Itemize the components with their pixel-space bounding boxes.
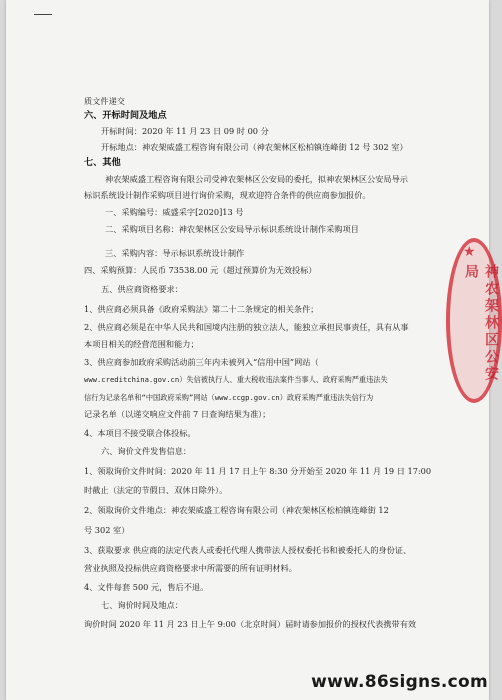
text-line: 五、供应商资格要求： [101, 284, 183, 294]
text-line: 2、领取询价文件地点：神农架威盛工程咨询有限公司（神农架林区松柏镇连峰街 12 [84, 505, 389, 515]
text-line: 六、询价文件发售信息： [101, 446, 192, 456]
text-line: 开标时间：2020 年 11 月 23 日 09 时 00 分 [101, 126, 269, 136]
text-line: 一、采购编号：威盛采字[2020]13 号 [105, 207, 244, 217]
text-line: 本项目相关的经营范围和能力； [84, 339, 199, 349]
text-line: 询价时间 2020 年 11 月 23 日上午 9:00（北京时间）届时请参加报价的授权代表携带有效 [84, 619, 417, 629]
text-line: 标识系统设计制作采购项目进行询价采购，现欢迎符合条件的供应商参加报价。 [84, 190, 371, 200]
top-rule [34, 14, 52, 15]
text-line: 4、本项目不接受联合体投标。 [84, 428, 196, 438]
text-line: 号 302 室） [84, 525, 130, 535]
text-line: 开标地点：神农架威盛工程咨询有限公司（神农架林区松柏镇连峰街 12 号 302 室） [101, 142, 408, 152]
text-line: 1、供应商必须具备《政府采购法》第二十二条规定的相关条件； [84, 304, 319, 314]
document-page [6, 0, 489, 700]
text-line: www.creditchina.gov.cn）失信被执行人、重大税收违法案件当事人、政府采购严重违法失 [84, 375, 388, 384]
section-heading: 七、其他 [84, 157, 121, 168]
text-line: 神农架威盛工程咨询有限公司受神农架林区公安局的委托，拟神农架林区公安局导示 [105, 174, 408, 184]
text-line: 营业执照及投标供应商资格要求中所需要的所有证明材料。 [84, 563, 297, 573]
text-line: 3、供应商参加政府采购活动前三年内未被列入“信用中国”网站（ [84, 357, 319, 367]
text-line: 4、文件每套 500 元，售后不退。 [84, 582, 209, 592]
site-watermark: www.86signs.com [311, 672, 488, 692]
text-line: 四、采购预算：人民币 73538.00 元（超过预算价为无效投标） [84, 265, 317, 275]
seal-star-icon: ★ [463, 244, 476, 260]
text-line: 二、采购项目名称：神农架林区公安局导示标识系统设计制作采购项目 [105, 224, 359, 234]
section-heading: 六、开标时间及地点 [84, 110, 167, 121]
text-line: 记录名单（以递交响应文件前 7 日查询结果为准）； [84, 409, 271, 419]
text-line: 时截止（法定的节假日、双休日除外）。 [84, 485, 228, 495]
text-line: 1、领取询价文件时间：2020 年 11 月 17 日上午 8:30 分开始至 2020 年 11 月 19 日 17:00 [84, 466, 432, 476]
text-line: 三、采购内容：导示标识系统设计制作 [105, 248, 245, 258]
seal-text: 神农架林区公安局 [463, 264, 499, 383]
text-line: 2、供应商必须是在中华人民共和国境内注册的独立法人，能独立承担民事责任，具有从事 [84, 322, 409, 332]
text-line: 七、询价时间及地点： [101, 600, 183, 610]
text-line: 质文件递交 [84, 96, 125, 106]
text-line: 信行为记录名单和“中国政府采购”网站（www.ccgp.gov.cn）政府采购严重违法失信行为 [84, 393, 374, 402]
official-seal-stamp [446, 238, 502, 403]
text-line: 3、获取要求 供应商的法定代表人或委托代理人携带法人授权委托书和被委托人的身份证、 [84, 545, 412, 555]
